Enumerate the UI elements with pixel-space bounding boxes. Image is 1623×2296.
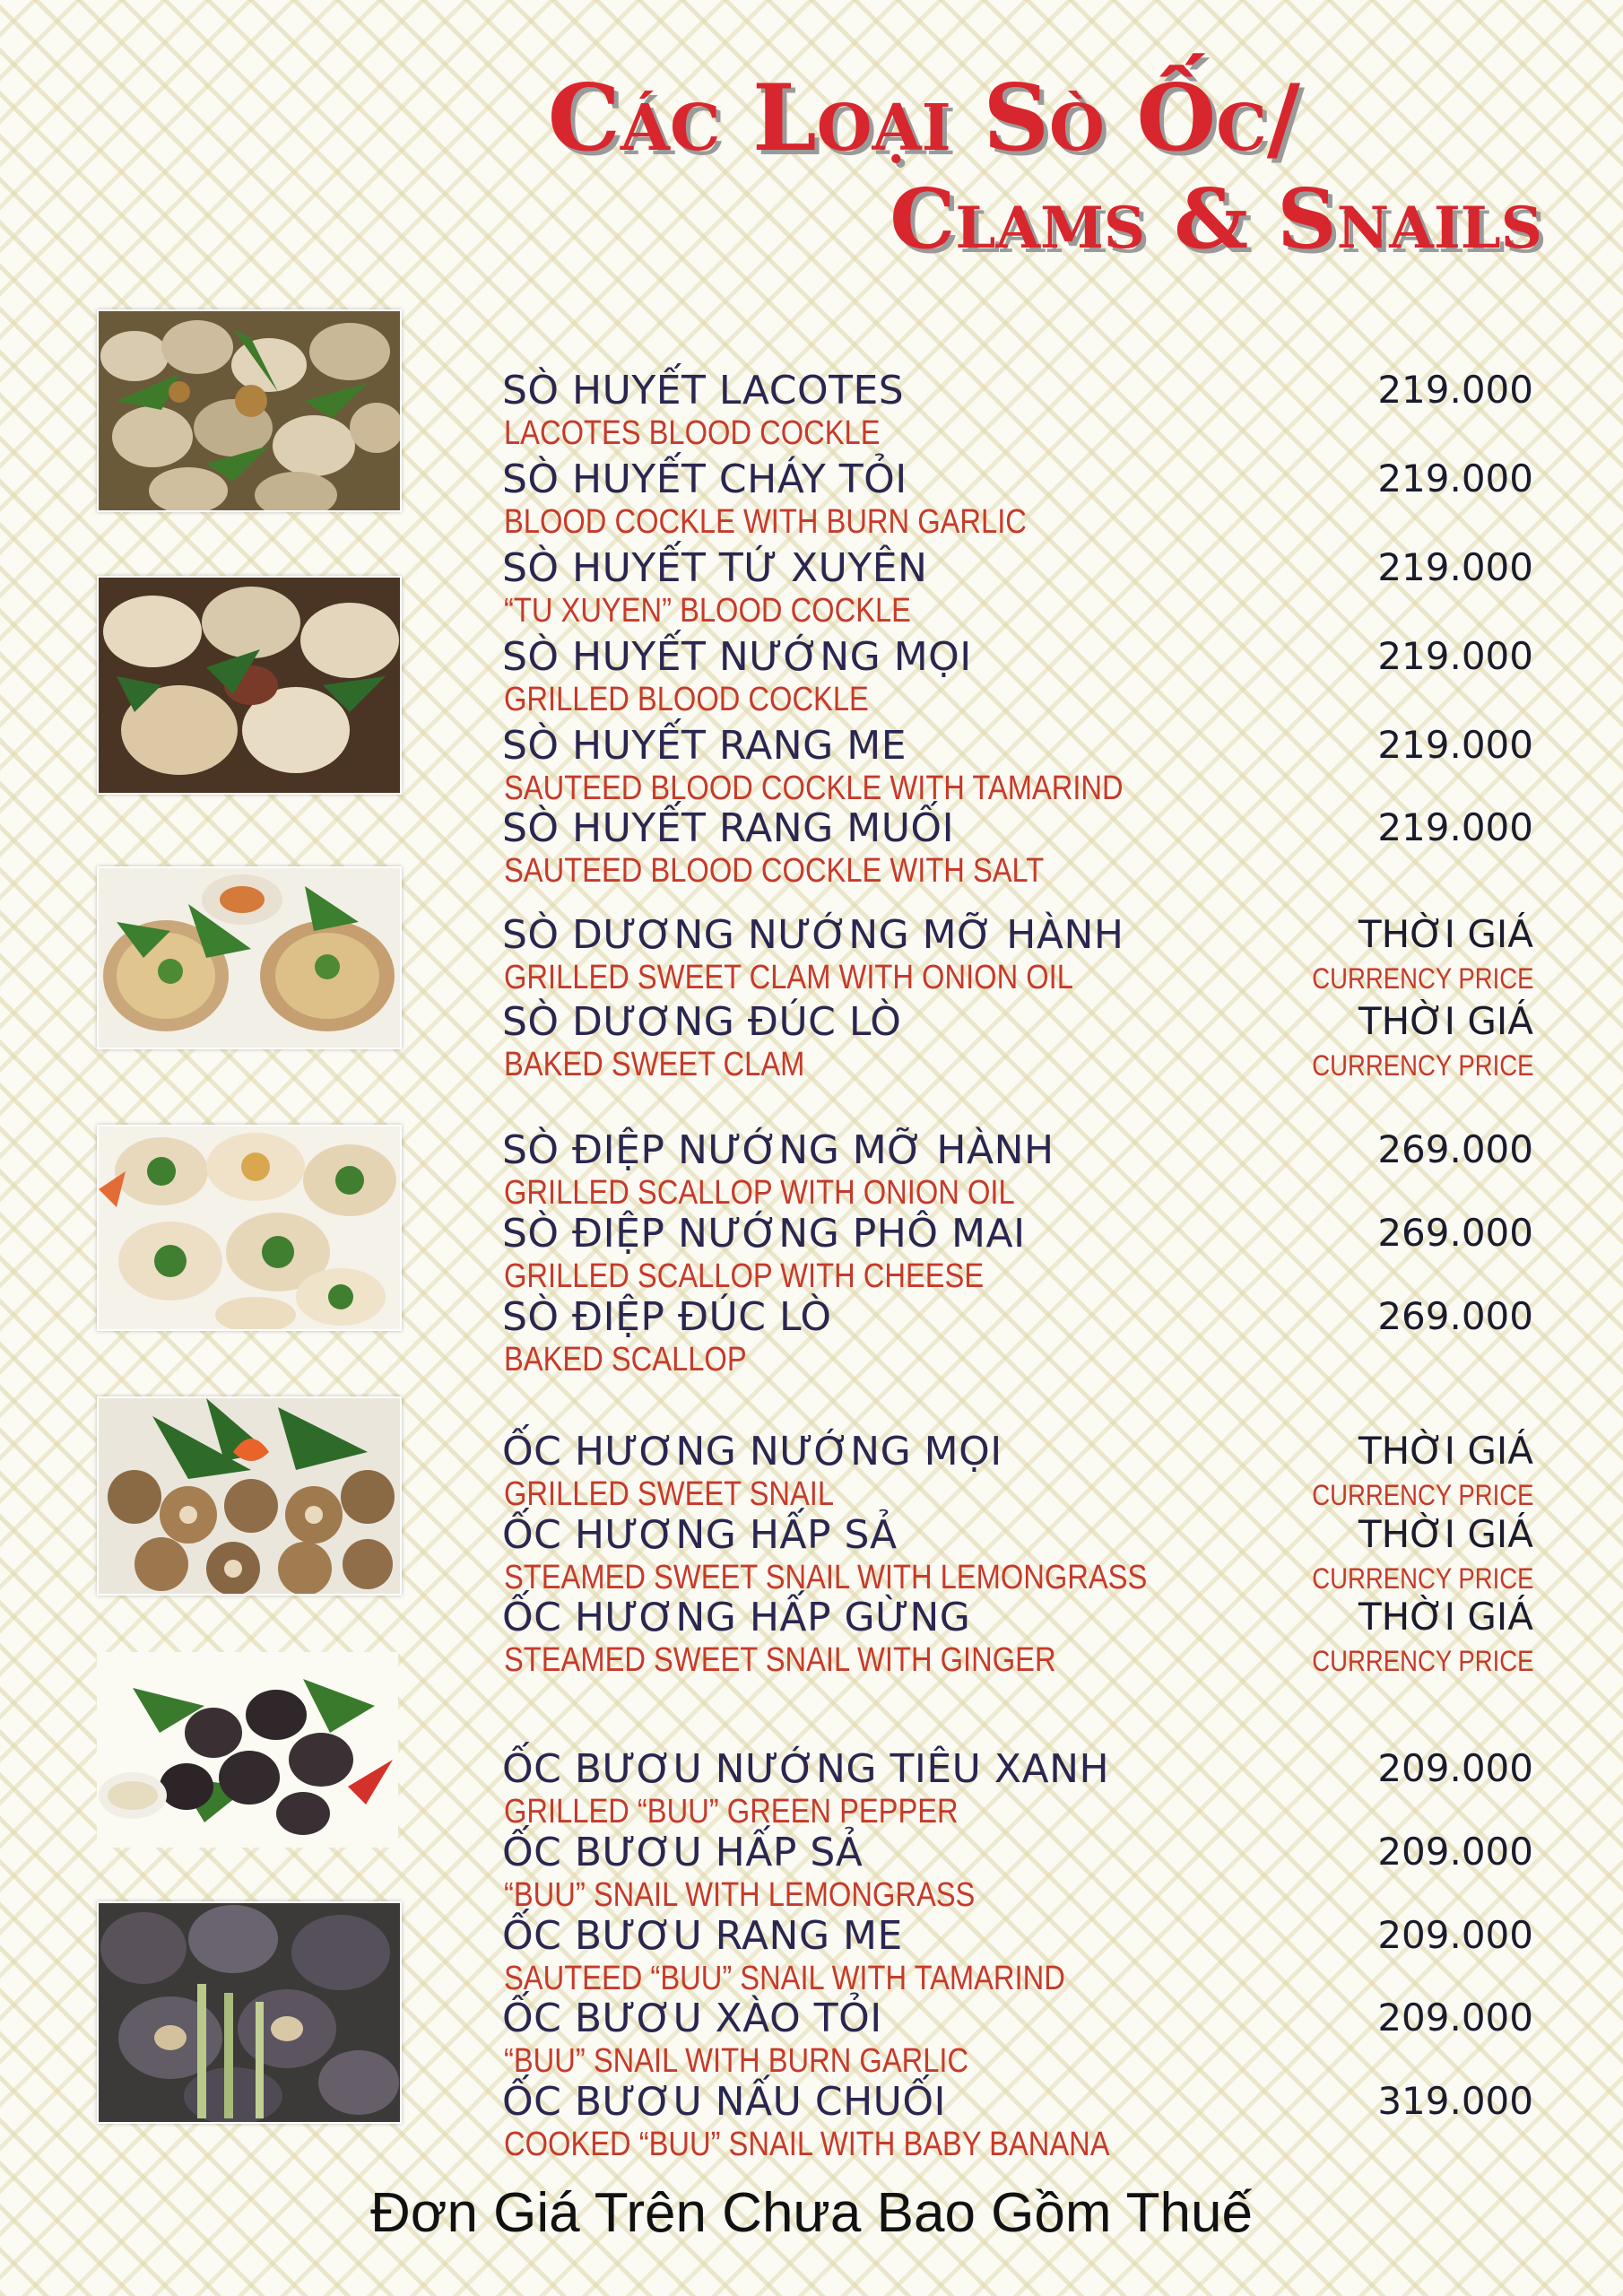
item-name-vietnamese: ỐC BƯƠU NƯỚNG TIÊU XANH: [502, 1746, 1110, 1792]
menu-item: [502, 1746, 1533, 1829]
menu-title-english: Clams & Snails: [890, 170, 1542, 267]
item-name-vietnamese: ỐC BƯƠU RANG ME: [502, 1913, 903, 1959]
item-name-vietnamese: SÒ DƯƠNG ĐÚC LÒ: [502, 999, 902, 1045]
menu-item: [502, 723, 1533, 805]
menu-item: [502, 999, 1533, 1082]
item-name-vietnamese: SÒ HUYẾT LACOTES: [502, 368, 905, 413]
item-name-vietnamese: ỐC HƯƠNG NƯỚNG MỌI: [502, 1429, 1002, 1474]
item-name-vietnamese: SÒ ĐIỆP NƯỚNG MỠ HÀNH: [502, 1127, 1055, 1173]
item-name-vietnamese: SÒ HUYẾT NƯỚNG MỌI: [502, 634, 972, 680]
item-name-english: BAKED SCALLOP: [504, 1341, 747, 1378]
menu-item: [502, 545, 1533, 628]
item-name-vietnamese: SÒ HUYẾT RANG MUỐI: [502, 805, 955, 851]
item-price: 209.000: [1377, 1996, 1533, 2039]
sweet-snail-photo-icon: [97, 1396, 402, 1596]
item-name-vietnamese: SÒ HUYẾT RANG ME: [502, 723, 907, 769]
item-name-english: SAUTEED “BUU” SNAIL WITH TAMARIND: [504, 1960, 1065, 1997]
item-price-english: CURRENCY PRICE: [1311, 1645, 1533, 1677]
menu-item: [502, 2079, 1533, 2161]
item-name-english: GRILLED SWEET SNAIL: [504, 1475, 835, 1513]
menu-item: [502, 1211, 1533, 1293]
item-price: 209.000: [1377, 1746, 1533, 1790]
menu-item: [502, 457, 1533, 539]
item-price: THỜI GIÁ: [1358, 1595, 1533, 1639]
menu-title-vietnamese: Các Loại Sò Ốc/: [547, 65, 1300, 172]
item-name-vietnamese: SÒ DƯƠNG NƯỚNG MỠ HÀNH: [502, 912, 1124, 958]
item-name-english: “BUU” SNAIL WITH BURN GARLIC: [504, 2042, 969, 2080]
item-price: THỜI GIÁ: [1358, 912, 1533, 956]
item-price: THỜI GIÁ: [1358, 1512, 1533, 1556]
item-price: THỜI GIÁ: [1358, 999, 1533, 1043]
item-name-english: “TU XUYEN” BLOOD COCKLE: [504, 592, 911, 630]
item-price: 219.000: [1377, 723, 1533, 767]
item-name-vietnamese: ỐC BƯƠU NẤU CHUỐI: [502, 2079, 946, 2125]
item-name-vietnamese: SÒ ĐIỆP ĐÚC LÒ: [502, 1294, 832, 1340]
item-name-vietnamese: ỐC BƯƠU HẤP SẢ: [502, 1830, 864, 1875]
item-price: 219.000: [1377, 805, 1533, 849]
item-price-english: CURRENCY PRICE: [1311, 962, 1533, 995]
blood-cockle-photo-icon: [97, 309, 402, 512]
item-price: 219.000: [1377, 545, 1533, 589]
buu-snail-pepper-photo-icon: [97, 1652, 398, 1848]
item-price: 269.000: [1377, 1294, 1533, 1338]
item-price: 269.000: [1377, 1127, 1533, 1171]
item-name-english: “BUU” SNAIL WITH LEMONGRASS: [504, 1876, 976, 1914]
menu-item: [502, 1830, 1533, 1912]
item-name-english: BLOOD COCKLE WITH BURN GARLIC: [504, 503, 1027, 541]
item-price: 219.000: [1377, 368, 1533, 412]
tax-note: Đơn Giá Trên Chưa Bao Gồm Thuế: [370, 2182, 1253, 2244]
menu-item: [502, 1429, 1533, 1511]
menu-item: [502, 1595, 1533, 1677]
menu-item: [502, 1294, 1533, 1377]
item-name-english: STEAMED SWEET SNAIL WITH LEMONGRASS: [504, 1559, 1148, 1596]
item-name-english: GRILLED “BUU” GREEN PEPPER: [504, 1793, 959, 1831]
item-price: 319.000: [1377, 2079, 1533, 2123]
item-name-english: GRILLED SCALLOP WITH CHEESE: [504, 1257, 985, 1295]
menu-item: [502, 805, 1533, 888]
item-name-vietnamese: ỐC BƯƠU XÀO TỎI: [502, 1996, 882, 2041]
sweet-clam-photo-icon: [97, 866, 402, 1049]
item-name-english: SAUTEED BLOOD COCKLE WITH SALT: [504, 852, 1045, 890]
item-price-english: CURRENCY PRICE: [1311, 1479, 1533, 1511]
menu-item: [502, 1512, 1533, 1595]
cockle-tamarind-photo-icon: [97, 576, 402, 795]
item-price: 209.000: [1377, 1830, 1533, 1874]
menu-item: [502, 368, 1533, 450]
item-price: 209.000: [1377, 1913, 1533, 1957]
item-name-english: GRILLED SWEET CLAM WITH ONION OIL: [504, 959, 1073, 996]
item-name-vietnamese: SÒ HUYẾT TỨ XUYÊN: [502, 545, 928, 591]
scallop-photo-icon: [97, 1125, 402, 1331]
item-name-vietnamese: ỐC HƯƠNG HẤP SẢ: [502, 1512, 898, 1558]
buu-snail-lemongrass-photo-icon: [97, 1901, 402, 2124]
item-name-vietnamese: ỐC HƯƠNG HẤP GỪNG: [502, 1595, 971, 1640]
item-name-vietnamese: SÒ ĐIỆP NƯỚNG PHÔ MAI: [502, 1211, 1026, 1257]
menu-item: [502, 634, 1533, 717]
item-price: THỜI GIÁ: [1358, 1429, 1533, 1473]
item-name-vietnamese: SÒ HUYẾT CHÁY TỎI: [502, 457, 907, 502]
item-name-english: LACOTES BLOOD COCKLE: [504, 414, 881, 452]
item-name-english: GRILLED SCALLOP WITH ONION OIL: [504, 1174, 1015, 1212]
menu-item: [502, 912, 1533, 995]
menu-item: [502, 1913, 1533, 1996]
item-name-english: STEAMED SWEET SNAIL WITH GINGER: [504, 1641, 1056, 1679]
item-name-english: BAKED SWEET CLAM: [504, 1046, 805, 1083]
item-price: 269.000: [1377, 1211, 1533, 1255]
item-price: 219.000: [1377, 634, 1533, 678]
menu-item: [502, 1996, 1533, 2078]
item-price-english: CURRENCY PRICE: [1311, 1562, 1533, 1595]
item-price-english: CURRENCY PRICE: [1311, 1049, 1533, 1082]
item-name-english: SAUTEED BLOOD COCKLE WITH TAMARIND: [504, 770, 1124, 807]
item-price: 219.000: [1377, 457, 1533, 500]
item-name-english: GRILLED BLOOD COCKLE: [504, 681, 869, 718]
item-name-english: COOKED “BUU” SNAIL WITH BABY BANANA: [504, 2126, 1110, 2163]
menu-item: [502, 1127, 1533, 1210]
